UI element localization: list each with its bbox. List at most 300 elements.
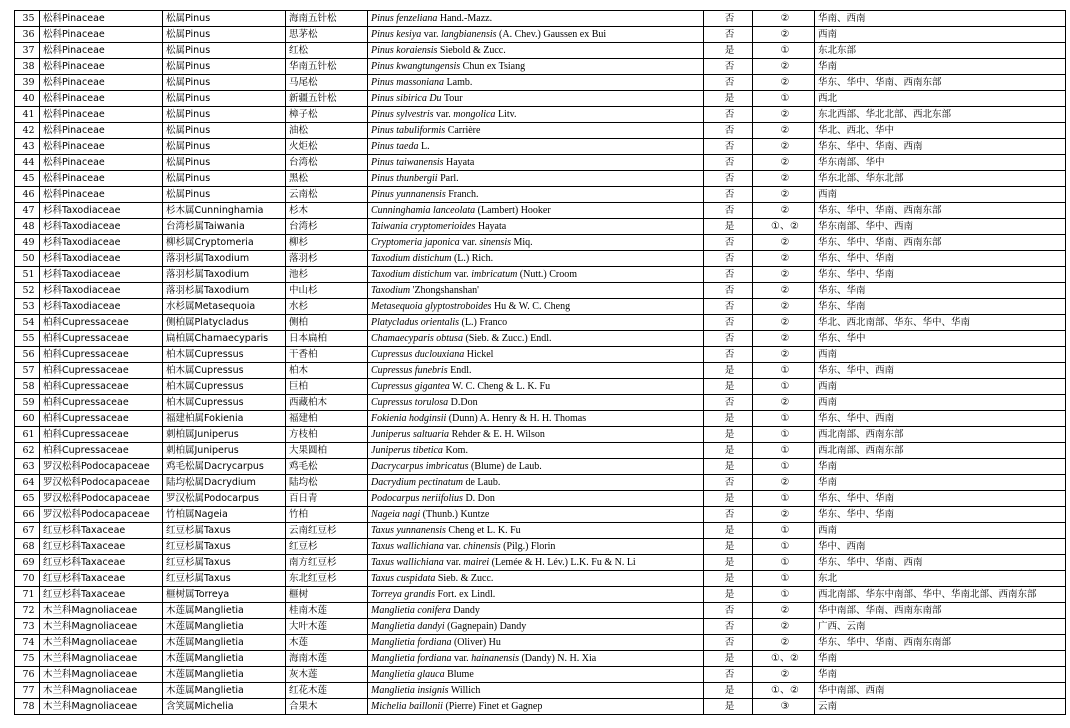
chinese-name-cell: 红豆杉 [286, 539, 368, 555]
chinese-name-cell: 杉木 [286, 203, 368, 219]
region-cell: 华中、西南 [815, 539, 1066, 555]
chinese-name-cell: 合果木 [286, 699, 368, 715]
family-cell: 木兰科Magnoliaceae [40, 683, 163, 699]
table-row [15, 315, 1066, 331]
author-part: Miq. [511, 237, 533, 248]
row-number: 62 [15, 443, 40, 459]
region-cell: 华东、华南 [815, 283, 1066, 299]
author-part: Hayata [475, 221, 507, 232]
family-cell: 木兰科Magnoliaceae [40, 667, 163, 683]
native-flag-cell: 否 [704, 155, 753, 171]
family-cell: 杉科Taxodiaceae [40, 235, 163, 251]
author-part: Hickel [464, 349, 494, 360]
italic-taxon-part: chinensis [463, 541, 501, 552]
scientific-name-cell [368, 11, 704, 27]
table-row [15, 203, 1066, 219]
family-cell: 红豆杉科Taxaceae [40, 555, 163, 571]
italic-taxon-part: Michelia baillonii [371, 701, 443, 712]
table-row [15, 475, 1066, 491]
row-number: 39 [15, 75, 40, 91]
italic-taxon-part: Platycladus orientalis [371, 317, 460, 328]
category-cell: ①、② [753, 683, 815, 699]
category-cell: ① [753, 539, 815, 555]
family-cell: 松科Pinaceae [40, 171, 163, 187]
region-cell: 华东、华中、华南、西南 [815, 555, 1066, 571]
native-flag-cell: 否 [704, 267, 753, 283]
region-cell: 华东、华中、华南 [815, 507, 1066, 523]
family-cell: 柏科Cupressaceae [40, 443, 163, 459]
genus-cell: 松属Pinus [163, 171, 286, 187]
author-part: Blume [444, 669, 474, 680]
scientific-name-cell [368, 315, 704, 331]
table-row [15, 331, 1066, 347]
table-row [15, 683, 1066, 699]
family-cell: 木兰科Magnoliaceae [40, 635, 163, 651]
chinese-name-cell: 木莲 [286, 635, 368, 651]
chinese-name-cell: 黑松 [286, 171, 368, 187]
author-part: L. [418, 141, 430, 152]
author-part: var. [459, 237, 480, 248]
chinese-name-cell: 台湾松 [286, 155, 368, 171]
row-number: 45 [15, 171, 40, 187]
region-cell: 华东、华中、华南 [815, 251, 1066, 267]
genus-cell: 松属Pinus [163, 155, 286, 171]
region-cell: 华北、西北、华中 [815, 123, 1066, 139]
family-cell: 松科Pinaceae [40, 43, 163, 59]
region-cell: 西北南部、西南东部 [815, 427, 1066, 443]
category-cell: ② [753, 331, 815, 347]
author-part: Chun ex Tsiang [460, 61, 526, 72]
family-cell: 松科Pinaceae [40, 123, 163, 139]
scientific-name-cell [368, 379, 704, 395]
scientific-name-cell [368, 459, 704, 475]
author-part: (Nutt.) Croom [517, 269, 578, 280]
region-cell: 华南 [815, 667, 1066, 683]
row-number: 69 [15, 555, 40, 571]
italic-taxon-part: Cupressus torulosa [371, 397, 449, 408]
author-part: D. Don [462, 493, 495, 504]
native-flag-cell: 否 [704, 283, 753, 299]
genus-cell: 含笑属Michelia [163, 699, 286, 715]
category-cell: ① [753, 379, 815, 395]
scientific-name-cell [368, 283, 704, 299]
italic-taxon-part: Pinus sibirica Du [371, 93, 442, 104]
scientific-name-cell [368, 411, 704, 427]
author-part: Kom. [442, 445, 468, 456]
category-cell: ② [753, 603, 815, 619]
author-part: Franch. [445, 189, 479, 200]
genus-cell: 松属Pinus [163, 27, 286, 43]
scientific-name-cell [368, 123, 704, 139]
native-flag-cell: 是 [704, 555, 753, 571]
scientific-name-cell [368, 155, 704, 171]
row-number: 55 [15, 331, 40, 347]
scientific-name-cell [368, 91, 704, 107]
scientific-name-cell [368, 507, 704, 523]
row-number: 72 [15, 603, 40, 619]
italic-taxon-part: Pinus tabuliformis [371, 125, 446, 136]
table-row [15, 539, 1066, 555]
region-cell: 华中南部、西南 [815, 683, 1066, 699]
chinese-name-cell: 油松 [286, 123, 368, 139]
family-cell: 松科Pinaceae [40, 27, 163, 43]
row-number: 41 [15, 107, 40, 123]
table-row [15, 427, 1066, 443]
genus-cell: 木莲属Manglietia [163, 619, 286, 635]
author-part: Hu & W. C. Cheng [491, 301, 571, 312]
author-part: Siebold & Zucc. [437, 45, 506, 56]
category-cell: ① [753, 571, 815, 587]
table-row [15, 491, 1066, 507]
author-part: (Blume) de Laub. [468, 461, 542, 472]
region-cell: 西南 [815, 523, 1066, 539]
native-flag-cell: 否 [704, 75, 753, 91]
italic-taxon-part: Taxodium [371, 285, 411, 296]
italic-taxon-part: Pinus kesiya [371, 29, 422, 40]
author-part: Hand.-Mazz. [437, 13, 493, 24]
row-number: 68 [15, 539, 40, 555]
chinese-name-cell: 思茅松 [286, 27, 368, 43]
category-cell: ② [753, 283, 815, 299]
italic-taxon-part: Cupressus duclouxiana [371, 349, 465, 360]
region-cell: 华南、西南 [815, 11, 1066, 27]
category-cell: ① [753, 587, 815, 603]
italic-taxon-part: Manglietia dandyi [371, 621, 445, 632]
family-cell: 木兰科Magnoliaceae [40, 699, 163, 715]
author-part: var. [443, 557, 464, 568]
author-part: (A. Chev.) Gaussen ex Bui [496, 29, 607, 40]
table-row [15, 267, 1066, 283]
row-number: 71 [15, 587, 40, 603]
family-cell: 罗汉松科Podocapaceae [40, 475, 163, 491]
genus-cell: 柳杉属Cryptomeria [163, 235, 286, 251]
italic-taxon-part: Fokienia hodginsii [371, 413, 447, 424]
row-number: 67 [15, 523, 40, 539]
chinese-name-cell: 台湾杉 [286, 219, 368, 235]
chinese-name-cell: 云南松 [286, 187, 368, 203]
author-part: var. [443, 541, 464, 552]
italic-taxon-part: Dacrydium pectinatum [371, 477, 463, 488]
scientific-name-cell [368, 235, 704, 251]
family-cell: 柏科Cupressaceae [40, 427, 163, 443]
category-cell: ③ [753, 699, 815, 715]
genus-cell: 榧树属Torreya [163, 587, 286, 603]
row-number: 57 [15, 363, 40, 379]
region-cell: 西北南部、西南东部 [815, 443, 1066, 459]
native-flag-cell: 是 [704, 523, 753, 539]
category-cell: ② [753, 315, 815, 331]
row-number: 60 [15, 411, 40, 427]
table-row [15, 363, 1066, 379]
chinese-name-cell: 百日青 [286, 491, 368, 507]
italic-taxon-part: hainanensis [471, 653, 519, 664]
genus-cell: 松属Pinus [163, 139, 286, 155]
chinese-name-cell: 海南五针松 [286, 11, 368, 27]
native-flag-cell: 否 [704, 395, 753, 411]
family-cell: 松科Pinaceae [40, 107, 163, 123]
table-row [15, 555, 1066, 571]
region-cell: 华东、华中、华南 [815, 267, 1066, 283]
family-cell: 松科Pinaceae [40, 59, 163, 75]
author-part: Dandy [450, 605, 480, 616]
genus-cell: 松属Pinus [163, 11, 286, 27]
chinese-name-cell: 水杉 [286, 299, 368, 315]
category-cell: ② [753, 11, 815, 27]
italic-taxon-part: Pinus yunnanensis [371, 189, 446, 200]
italic-taxon-part: Pinus sylvestris [371, 109, 434, 120]
category-cell: ① [753, 427, 815, 443]
italic-taxon-part: Podocarpus neriifolius [371, 493, 463, 504]
table-row [15, 283, 1066, 299]
genus-cell: 松属Pinus [163, 59, 286, 75]
author-part: Sieb. & Zucc. [435, 573, 494, 584]
region-cell: 华东、华中、西南 [815, 411, 1066, 427]
table-row [15, 603, 1066, 619]
row-number: 50 [15, 251, 40, 267]
italic-taxon-part: Pinus fenzeliana [371, 13, 438, 24]
region-cell: 西南 [815, 27, 1066, 43]
author-part: Lamb. [444, 77, 473, 88]
row-number: 49 [15, 235, 40, 251]
region-cell: 西南 [815, 379, 1066, 395]
native-flag-cell: 否 [704, 139, 753, 155]
italic-taxon-part: Taxodium distichum [371, 269, 452, 280]
category-cell: ② [753, 635, 815, 651]
table-row [15, 219, 1066, 235]
author-part: Rehder & E. H. Wilson [449, 429, 545, 440]
category-cell: ① [753, 43, 815, 59]
family-cell: 木兰科Magnoliaceae [40, 603, 163, 619]
author-part: var. [451, 653, 472, 664]
table-row [15, 443, 1066, 459]
region-cell: 华东、华中、华南、西南东南部 [815, 635, 1066, 651]
chinese-name-cell: 方枝柏 [286, 427, 368, 443]
scientific-name-cell [368, 59, 704, 75]
chinese-name-cell: 柏木 [286, 363, 368, 379]
row-number: 64 [15, 475, 40, 491]
italic-taxon-part: mongolica [453, 109, 496, 120]
genus-cell: 鸡毛松属Dacrycarpus [163, 459, 286, 475]
row-number: 43 [15, 139, 40, 155]
family-cell: 松科Pinaceae [40, 155, 163, 171]
row-number: 56 [15, 347, 40, 363]
italic-taxon-part: Cunninghamia lanceolata [371, 205, 476, 216]
scientific-name-cell [368, 651, 704, 667]
family-cell: 柏科Cupressaceae [40, 347, 163, 363]
category-cell: ① [753, 443, 815, 459]
row-number: 75 [15, 651, 40, 667]
table-row [15, 75, 1066, 91]
family-cell: 松科Pinaceae [40, 139, 163, 155]
scientific-name-cell [368, 395, 704, 411]
native-flag-cell: 是 [704, 43, 753, 59]
region-cell: 华东、华中、西南 [815, 363, 1066, 379]
italic-taxon-part: Chamaecyparis obtusa [371, 333, 463, 344]
region-cell: 西南 [815, 395, 1066, 411]
row-number: 59 [15, 395, 40, 411]
scientific-name-cell [368, 187, 704, 203]
author-part: var. [421, 29, 441, 40]
scientific-name-cell [368, 667, 704, 683]
region-cell: 华北、西北南部、华东、华中、华南 [815, 315, 1066, 331]
chinese-name-cell: 榧树 [286, 587, 368, 603]
table-row [15, 91, 1066, 107]
category-cell: ② [753, 299, 815, 315]
native-flag-cell: 否 [704, 667, 753, 683]
italic-taxon-part: Pinus massoniana [371, 77, 445, 88]
genus-cell: 红豆杉属Taxus [163, 571, 286, 587]
genus-cell: 落羽杉属Taxodium [163, 267, 286, 283]
genus-cell: 红豆杉属Taxus [163, 555, 286, 571]
genus-cell: 柏木属Cupressus [163, 379, 286, 395]
author-part: Hayata [443, 157, 475, 168]
author-part: Parl. [437, 173, 459, 184]
native-flag-cell: 是 [704, 539, 753, 555]
author-part: (Dandy) N. H. Xia [518, 653, 597, 664]
family-cell: 柏科Cupressaceae [40, 411, 163, 427]
scientific-name-cell [368, 587, 704, 603]
category-cell: ② [753, 27, 815, 43]
scientific-name-cell [368, 539, 704, 555]
genus-cell: 木莲属Manglietia [163, 635, 286, 651]
genus-cell: 松属Pinus [163, 107, 286, 123]
genus-cell: 台湾杉属Taiwania [163, 219, 286, 235]
author-part: (Dunn) A. Henry & H. H. Thomas [446, 413, 587, 424]
chinese-name-cell: 灰木莲 [286, 667, 368, 683]
category-cell: ② [753, 203, 815, 219]
chinese-name-cell: 西藏柏木 [286, 395, 368, 411]
scientific-name-cell [368, 427, 704, 443]
genus-cell: 柏木属Cupressus [163, 363, 286, 379]
italic-taxon-part: sinensis [479, 237, 511, 248]
native-flag-cell: 否 [704, 235, 753, 251]
italic-taxon-part: Juniperus tibetica [371, 445, 443, 456]
chinese-name-cell: 池杉 [286, 267, 368, 283]
chinese-name-cell: 巨柏 [286, 379, 368, 395]
genus-cell: 松属Pinus [163, 43, 286, 59]
scientific-name-cell [368, 635, 704, 651]
table-row [15, 347, 1066, 363]
genus-cell: 木莲属Manglietia [163, 683, 286, 699]
table-row [15, 619, 1066, 635]
row-number: 78 [15, 699, 40, 715]
region-cell: 华南 [815, 475, 1066, 491]
native-flag-cell: 是 [704, 571, 753, 587]
author-part: Fort. ex Lindl. [435, 589, 496, 600]
genus-cell: 杉木属Cunninghamia [163, 203, 286, 219]
table-row [15, 27, 1066, 43]
genus-cell: 福建柏属Fokienia [163, 411, 286, 427]
italic-taxon-part: Manglietia glauca [371, 669, 445, 680]
author-part: var. [433, 109, 454, 120]
family-cell: 木兰科Magnoliaceae [40, 619, 163, 635]
table-row [15, 155, 1066, 171]
genus-cell: 木莲属Manglietia [163, 651, 286, 667]
italic-taxon-part: Manglietia fordiana [371, 637, 452, 648]
italic-taxon-part: Pinus kwangtungensis [371, 61, 461, 72]
genus-cell: 陆均松属Dacrydium [163, 475, 286, 491]
italic-taxon-part: Manglietia fordiana [371, 653, 452, 664]
region-cell: 广西、云南 [815, 619, 1066, 635]
table-row [15, 123, 1066, 139]
category-cell: ② [753, 395, 815, 411]
category-cell: ② [753, 171, 815, 187]
family-cell: 杉科Taxodiaceae [40, 299, 163, 315]
native-flag-cell: 是 [704, 651, 753, 667]
family-cell: 罗汉松科Podocapaceae [40, 507, 163, 523]
native-flag-cell: 否 [704, 187, 753, 203]
chinese-name-cell: 火炬松 [286, 139, 368, 155]
italic-taxon-part: Taxodium distichum [371, 253, 452, 264]
family-cell: 松科Pinaceae [40, 11, 163, 27]
italic-taxon-part: Cupressus gigantea [371, 381, 450, 392]
genus-cell: 水杉属Metasequoia [163, 299, 286, 315]
row-number: 66 [15, 507, 40, 523]
category-cell: ①、② [753, 651, 815, 667]
chinese-name-cell: 南方红豆杉 [286, 555, 368, 571]
native-flag-cell: 是 [704, 699, 753, 715]
category-cell: ② [753, 251, 815, 267]
region-cell: 华东、华中、华南、西南 [815, 139, 1066, 155]
native-flag-cell: 否 [704, 123, 753, 139]
row-number: 61 [15, 427, 40, 443]
table-row [15, 43, 1066, 59]
genus-cell: 松属Pinus [163, 75, 286, 91]
scientific-name-cell [368, 523, 704, 539]
category-cell: ② [753, 107, 815, 123]
table-row [15, 699, 1066, 715]
scientific-name-cell [368, 251, 704, 267]
italic-taxon-part: Juniperus saltuaria [371, 429, 450, 440]
genus-cell: 松属Pinus [163, 187, 286, 203]
italic-taxon-part: Taxus cuspidata [371, 573, 436, 584]
region-cell: 西南 [815, 187, 1066, 203]
scientific-name-cell [368, 683, 704, 699]
chinese-name-cell: 华南五针松 [286, 59, 368, 75]
chinese-name-cell: 日本扁柏 [286, 331, 368, 347]
family-cell: 柏科Cupressaceae [40, 331, 163, 347]
italic-taxon-part: Pinus taiwanensis [371, 157, 444, 168]
chinese-name-cell: 竹柏 [286, 507, 368, 523]
native-flag-cell: 否 [704, 59, 753, 75]
family-cell: 柏科Cupressaceae [40, 379, 163, 395]
region-cell: 华南 [815, 651, 1066, 667]
table-row [15, 587, 1066, 603]
chinese-name-cell: 马尾松 [286, 75, 368, 91]
category-cell: ② [753, 123, 815, 139]
region-cell: 东北东部 [815, 43, 1066, 59]
region-cell: 华东、华中、华南 [815, 491, 1066, 507]
chinese-name-cell: 红松 [286, 43, 368, 59]
italic-taxon-part: Nageia nagi [371, 509, 421, 520]
table-row [15, 299, 1066, 315]
italic-taxon-part: Pinus taeda [371, 141, 419, 152]
chinese-name-cell: 大叶木莲 [286, 619, 368, 635]
native-flag-cell: 否 [704, 347, 753, 363]
family-cell: 罗汉松科Podocapaceae [40, 491, 163, 507]
scientific-name-cell [368, 491, 704, 507]
italic-taxon-part: Pinus thunbergii [371, 173, 438, 184]
table-row [15, 107, 1066, 123]
region-cell: 东北 [815, 571, 1066, 587]
region-cell: 华中南部、华南、西南东南部 [815, 603, 1066, 619]
native-flag-cell: 是 [704, 91, 753, 107]
author-part: 'Zhongshanshan' [410, 285, 479, 296]
native-flag-cell: 是 [704, 587, 753, 603]
region-cell: 华东南部、华中、西南 [815, 219, 1066, 235]
native-flag-cell: 是 [704, 459, 753, 475]
scientific-name-cell [368, 43, 704, 59]
